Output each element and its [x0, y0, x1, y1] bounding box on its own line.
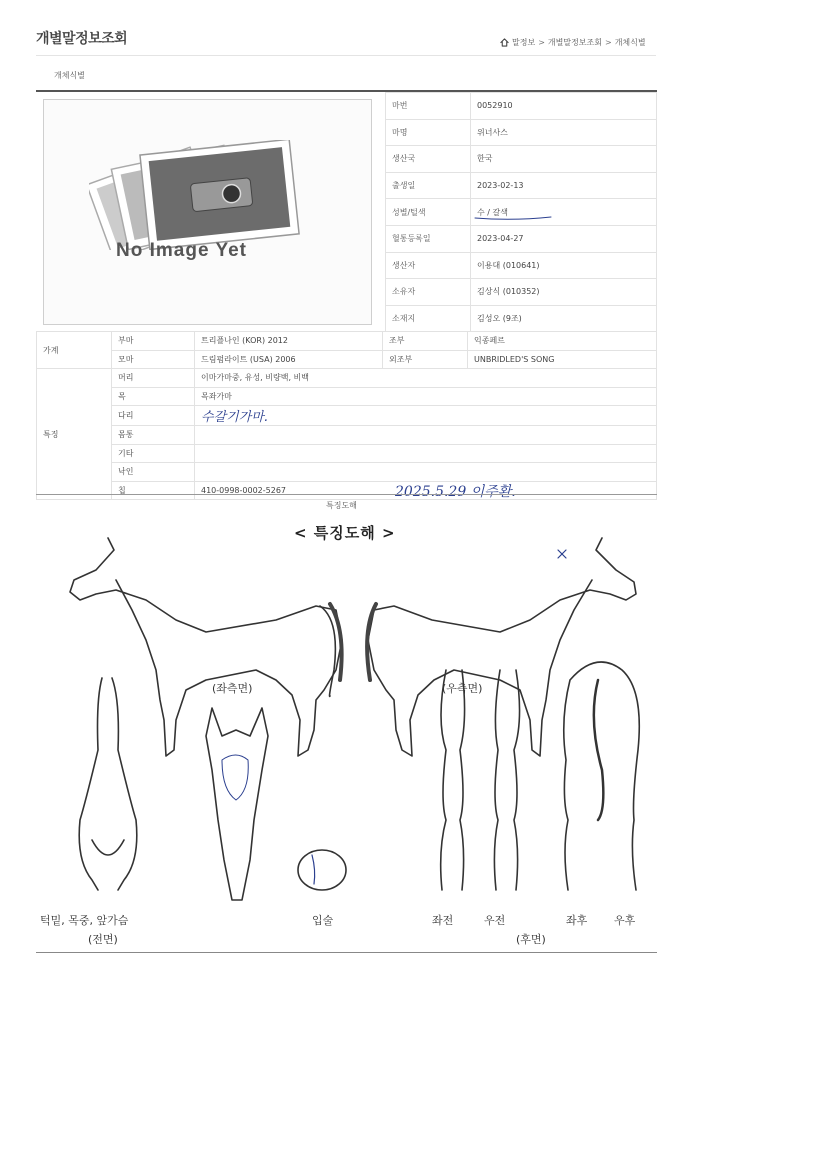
diagram-caption: 특징도해 [326, 501, 357, 510]
info-label: 소재지 [386, 305, 471, 332]
info-label: 마명 [386, 119, 471, 146]
info-value [471, 199, 657, 226]
pedigree-category: 가계 [37, 332, 112, 369]
breadcrumb-separator: > [605, 38, 612, 47]
damsire-label: 외조부 [383, 350, 468, 369]
table-row [386, 93, 657, 120]
feature-label: 목 [112, 387, 195, 406]
no-image-text: No Image Yet [116, 240, 247, 261]
handwritten-note: 수갈기가마. [201, 410, 268, 425]
sex-color-value: 수 / 갈색 [477, 207, 508, 217]
horse-left-side-figure [70, 538, 342, 756]
grandsire-label: 조부 [383, 332, 468, 351]
feature-label: 다리 [112, 406, 195, 426]
info-label: 출생일 [386, 172, 471, 199]
handwritten-underline [473, 215, 553, 223]
feature-label: 낙인 [112, 463, 195, 482]
label-fore-right: 우전 [484, 914, 506, 927]
tab-identification[interactable]: 개체식별 [54, 71, 85, 80]
table-row [37, 426, 657, 445]
horse-lips-figure [298, 850, 346, 890]
table-divider [36, 494, 657, 495]
home-icon[interactable] [500, 38, 509, 47]
chip-number: 410-0998-0002-5267 [201, 485, 287, 495]
info-label: 성별/털색 [386, 199, 471, 226]
table-row [37, 369, 657, 388]
table-row [386, 146, 657, 173]
table-row [386, 225, 657, 252]
diagram-divider [36, 952, 657, 953]
table-row [386, 279, 657, 306]
table-row [37, 481, 657, 500]
dam-value: 드림펌라이트 (USA) 2006 [195, 350, 383, 369]
info-label: 혈통등록일 [386, 225, 471, 252]
breadcrumb-item-3[interactable]: 개체식별 [614, 38, 646, 47]
page-title: 개별말정보조회 [36, 31, 128, 47]
info-value: 위너사스 [471, 119, 657, 146]
no-image-photos-icon [89, 140, 309, 250]
title-divider [36, 55, 656, 56]
table-row [386, 252, 657, 279]
info-value: 0052910 [471, 93, 657, 120]
feature-label: 칩 [112, 481, 195, 500]
feature-label: 머리 [112, 369, 195, 388]
table-row [37, 463, 657, 482]
breadcrumb-item-1[interactable]: 말정보 [512, 38, 536, 47]
horse-photo-placeholder [43, 99, 372, 325]
info-label: 마번 [386, 93, 471, 120]
sire-label: 부마 [112, 332, 195, 351]
feature-value [195, 406, 657, 426]
label-right-side: (우측면) [442, 682, 483, 695]
dam-label: 모마 [112, 350, 195, 369]
info-label: 생산자 [386, 252, 471, 279]
info-value: 김성오 (9조) [471, 305, 657, 332]
horse-right-side-figure [367, 538, 636, 756]
label-hind-right: 우후 [614, 914, 636, 927]
table-row [37, 387, 657, 406]
horse-rear-view-figure [564, 662, 640, 890]
label-front-view: (전면) [88, 933, 118, 946]
feature-value [195, 444, 657, 463]
table-row [37, 406, 657, 426]
diagram-title: < 특징도해 > [294, 524, 396, 542]
info-label: 소유자 [386, 279, 471, 306]
label-left-side: (좌측면) [212, 682, 253, 695]
table-row [37, 444, 657, 463]
info-value: 2023-02-13 [471, 172, 657, 199]
grandsire-value: 익종페르 [468, 332, 657, 351]
feature-value [195, 463, 657, 482]
info-value: 김상식 (010352) [471, 279, 657, 306]
label-lips: 입술 [312, 914, 334, 927]
info-value: 한국 [471, 146, 657, 173]
info-value: 2023-04-27 [471, 225, 657, 252]
feature-value [195, 426, 657, 445]
handwritten-date-signature: 2025.5.29 이주환. [395, 483, 516, 500]
breadcrumb [500, 37, 646, 48]
feature-value [195, 481, 657, 500]
horse-front-legs-figure [441, 670, 520, 890]
breadcrumb-item-2[interactable]: 개별말정보조회 [547, 38, 602, 47]
label-front-parts: 턱밑, 목중, 앞가슴 [40, 914, 129, 927]
pedigree-features-table [36, 331, 657, 500]
feature-label: 몸통 [112, 426, 195, 445]
horse-markings-diagram [36, 520, 657, 950]
label-rear-view: (후면) [516, 933, 546, 946]
feature-label: 기타 [112, 444, 195, 463]
table-row [37, 350, 657, 369]
label-fore-left: 좌전 [432, 914, 454, 927]
label-hind-left: 좌후 [566, 914, 588, 927]
sire-value: 트리플나인 (KOR) 2012 [195, 332, 383, 351]
horse-head-front-figure [206, 708, 268, 900]
feature-value: 목좌가마 [195, 387, 657, 406]
table-row [386, 172, 657, 199]
features-category: 특징 [37, 369, 112, 500]
info-value: 이용대 (010641) [471, 252, 657, 279]
table-row [386, 119, 657, 146]
table-row [386, 199, 657, 226]
breadcrumb-separator: > [538, 38, 545, 47]
table-row [386, 305, 657, 332]
table-row [37, 332, 657, 351]
horse-info-table [385, 92, 657, 332]
horse-front-neck-figure [79, 678, 137, 890]
feature-value: 이마가마중, 유성, 비량백, 비백 [195, 369, 657, 388]
info-label: 생산국 [386, 146, 471, 173]
damsire-value: UNBRIDLED'S SONG [468, 350, 657, 369]
